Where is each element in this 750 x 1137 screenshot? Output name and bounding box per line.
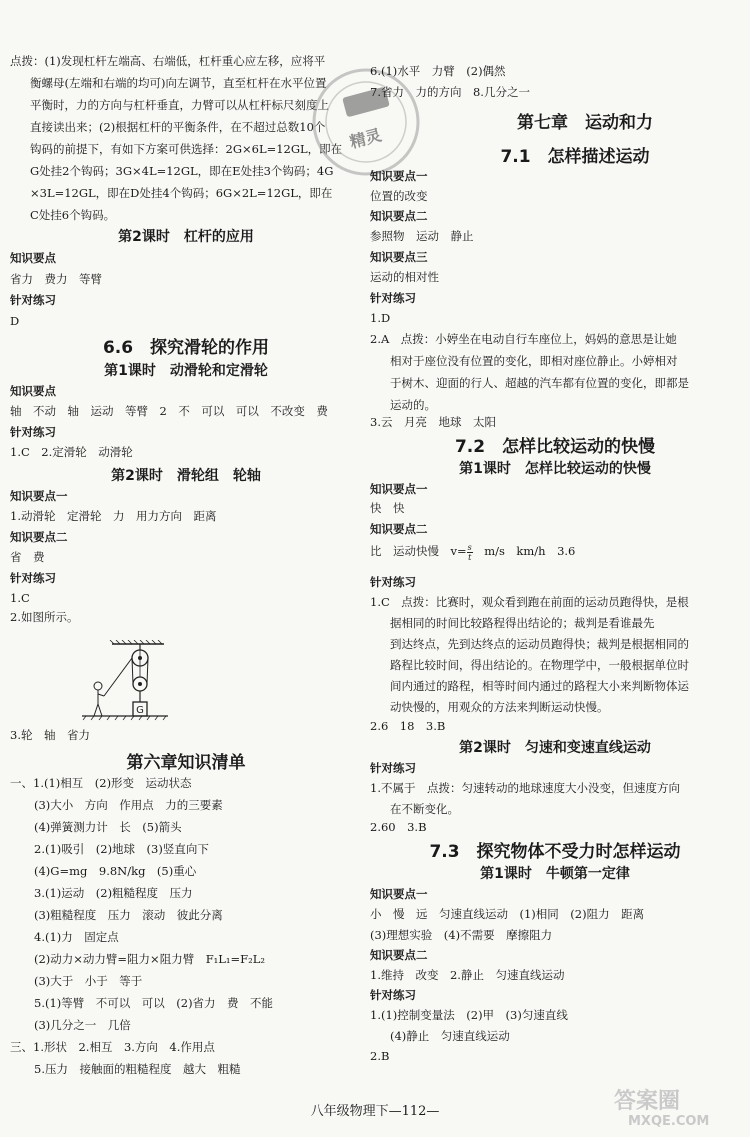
explanation-line: 动快慢的，用观众的方法来判断运动快慢。 [390,700,609,714]
formula-suffix: m/s km/h 3.6 [472,544,576,558]
section-label: 知识要点二 [10,530,68,544]
answer-line: (3)理想实验 (4)不需要 摩擦阻力 [370,928,553,942]
answer-line: 省力 费力 等臂 [10,272,102,286]
section-label: 针对练习 [370,761,416,775]
explanation-line: 2.A 点拨：小婷坐在电动自行车座位上，妈妈的意思是让她 [370,332,677,346]
summary-title: 第六章知识清单 [126,753,246,773]
answer-line: 省 费 [10,550,45,564]
summary-line: (2)动力×动力臂=阻力×阻力臂 F₁L₁=F₂L₂ [34,952,266,966]
fraction-denominator: t [468,552,472,562]
answer-line: 2.60 3.B [370,820,427,834]
answer-line: 3.云 月亮 地球 太阳 [370,415,496,429]
summary-line: 2.(1)吸引 (2)地球 (3)竖直向下 [34,842,209,856]
section-label: 知识要点 [10,251,56,265]
answer-line: 1.C [10,591,30,605]
seal-text: 精灵 [347,125,384,152]
weight-label: G [136,705,144,716]
section-label: 针对练习 [370,988,416,1002]
answer-line: 1.动滑轮 定滑轮 力 用力方向 距离 [10,509,217,523]
answer-line: 6.(1)水平 力臂 (2)偶然 [370,64,506,78]
explanation-line: 1.不属于 点拨：匀速转动的地球速度大小没变，但速度方向 [370,781,680,795]
explanation-line: 运动的。 [390,398,436,412]
lesson-title: 第2课时 匀速和变速直线运动 [459,740,651,756]
answer-line: 2.6 18 3.B [370,719,446,733]
person-head [94,682,102,690]
summary-line: (4)弹簧测力计 长 (5)箭头 [34,820,182,834]
lever-explanation-line-4: 直接读出来；(2)根据杠杆的平衡条件，在不超过总数10个 [30,120,326,134]
section-label: 知识要点一 [370,887,428,901]
answer-line: (4)静止 匀速直线运动 [390,1029,510,1043]
explanation-line: 路程比较时间，得出结论的。在物理学中，一般根据单位时 [390,658,689,672]
answer-line: 1.C 2.定滑轮 动滑轮 [10,445,133,459]
summary-line: 三、1.形状 2.相互 3.方向 4.作用点 [10,1040,215,1054]
section-label: 针对练习 [370,291,416,305]
answer-line: 位置的改变 [370,189,428,203]
answer-line: 7.省力 力的方向 8.几分之一 [370,85,530,99]
answer-line: 轴 不动 轴 运动 等臂 2 不 可以 可以 不改变 费 [10,404,328,418]
section-label: 知识要点一 [10,489,68,503]
answer-line: 3.轮 轴 省力 [10,728,90,742]
section-label: 知识要点三 [370,250,428,264]
lever-explanation-line-7: ×3L=12GL，即在D处挂4个钩码；6G×2L=12GL，即在 [30,186,333,200]
summary-line: (3)几分之一 几倍 [34,1018,131,1032]
explanation-line: 相对于座位没有位置的变化，即相对座位静止。小婷相对 [390,354,678,368]
pulley-diagram [78,640,198,722]
lesson-title: 第1课时 牛顿第一定律 [480,866,630,882]
summary-line: (3)大于 小于 等于 [34,974,143,988]
answer-line: D [10,314,20,328]
section-label: 知识要点二 [370,522,428,536]
chapter-title: 第七章 运动和力 [517,113,653,133]
page-footer: 八年级物理下—112— [310,1104,440,1119]
section-label: 针对练习 [10,293,56,307]
answer-line: 运动的相对性 [370,270,439,284]
answer-line: 参照物 运动 静止 [370,229,474,243]
watermark-logo: 答案圈 [614,1089,681,1114]
explanation-line: 于树木、迎面的行人、超越的汽车都有位置的变化，即都是 [390,376,689,390]
explanation-line: 在不断变化。 [390,802,459,816]
lever-explanation-line-6: G处挂2个钩码；3G×4L=12GL，即在E处挂3个钩码；4G [30,164,334,178]
summary-line: 一、1.(1)相互 (2)形变 运动状态 [10,776,192,790]
section-title: 7.1 怎样描述运动 [500,147,650,167]
lesson-title: 第2课时 杠杆的应用 [118,229,254,245]
section-label: 知识要点一 [370,482,428,496]
answer-line: 2.如图所示。 [10,610,79,624]
section-label: 知识要点二 [370,209,428,223]
lever-explanation-line-2: 衡螺母(左端和右端的均可)向左调节，直至杠杆在水平位置 [30,76,327,90]
section-title: 6.6 探究滑轮的作用 [102,338,270,358]
section-label: 针对练习 [10,425,56,439]
lever-explanation-line-3: 平衡时，力的方向与杠杆垂直，力臂可以从杠杆标尺刻度上 [30,98,329,112]
lever-explanation-line-8: C处挂6个钩码。 [30,208,116,222]
answer-line: 1.(1)控制变量法 (2)甲 (3)匀速直线 [370,1008,568,1022]
lesson-title: 第1课时 怎样比较运动的快慢 [459,461,651,477]
formula-prefix: 比 运动快慢 v= [370,544,467,558]
summary-line: (3)粗糙程度 压力 滚动 彼此分离 [34,908,223,922]
section-title: 7.2 怎样比较运动的快慢 [454,437,656,457]
lesson-title: 第2课时 滑轮组 轮轴 [111,468,261,484]
answer-line: 1.维持 改变 2.静止 匀速直线运动 [370,968,565,982]
section-label: 知识要点 [10,384,56,398]
section-label: 知识要点一 [370,169,428,183]
answer-line: 小 慢 远 匀速直线运动 (1)相同 (2)阻力 距离 [370,907,645,921]
summary-line: 4.(1)力 固定点 [34,930,119,944]
explanation-line: 到达终点，先到达终点的运动员跑得快；裁判是根据相同的 [390,637,689,651]
section-title: 7.3 探究物体不受力时怎样运动 [429,842,681,862]
section-label: 针对练习 [370,575,416,589]
summary-line: 5.(1)等臂 不可以 可以 (2)省力 费 不能 [34,996,274,1010]
section-label: 针对练习 [10,571,56,585]
answer-line: 1.D [370,311,391,325]
speed-formula-line [370,542,740,562]
fraction-numerator: s [467,542,472,552]
explanation-line: 1.C 点拨：比赛时，观众看到跑在前面的运动员跑得快，是根 [370,595,689,609]
lever-explanation-line-5: 钩码的前提下，有如下方案可供选择：2G×6L=12GL，即在 [30,142,343,156]
answer-line: 快 快 [370,501,405,515]
section-label: 知识要点二 [370,948,428,962]
summary-line: 3.(1)运动 (2)粗糙程度 压力 [34,886,193,900]
summary-line: (4)G=mg 9.8N/kg (5)重心 [34,864,197,878]
lesson-title: 第1课时 动滑轮和定滑轮 [104,363,268,379]
answer-line: 2.B [370,1049,390,1063]
explanation-line: 间内通过的路程，相等时间内通过的路程大小来判断物体运 [390,679,689,693]
lever-explanation-line-1: 点拨：(1)发现杠杆左端高、右端低，杠杆重心应左移，应将平 [10,54,326,68]
explanation-line: 据相同的时间比较路程得出结论的；裁判是看谁最先 [390,616,655,630]
summary-line: 5.压力 接触面的粗糙程度 越大 粗糙 [34,1062,241,1076]
watermark-url: MXQE.COM [628,1114,710,1129]
summary-line: (3)大小 方向 作用点 力的三要素 [34,798,223,812]
